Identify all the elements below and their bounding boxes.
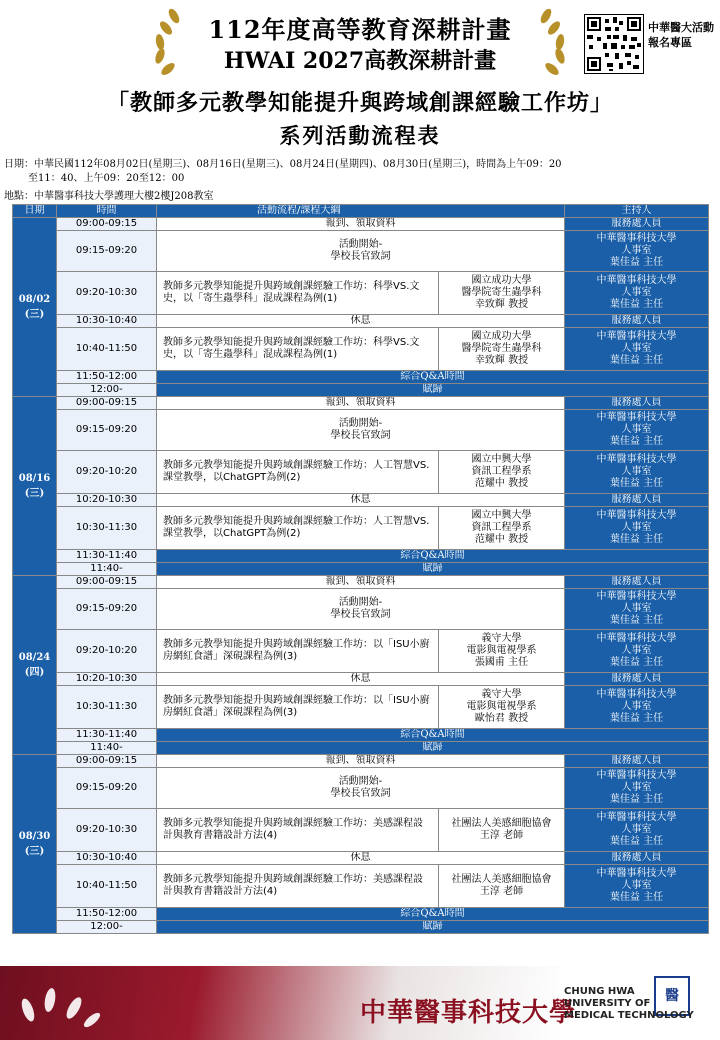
- time-cell: 09:15-09:20: [57, 410, 157, 451]
- activity-cell: 報到、領取資料: [157, 576, 565, 589]
- speaker-cell: 義守大學 電影與電視學系 張國甫 主任: [439, 630, 565, 673]
- time-cell: 10:30-10:40: [57, 852, 157, 865]
- schedule-table: [12, 204, 709, 934]
- speaker-cell: 國立成功大學 醫學院寄生蟲學科 幸致輝 教授: [439, 328, 565, 371]
- table-row: [13, 371, 709, 384]
- host-cell: 服務處人員: [565, 673, 709, 686]
- qr-label: 中華醫大活動報名專區: [648, 21, 714, 49]
- table-row: [13, 686, 709, 729]
- footer: [0, 966, 720, 1040]
- time-cell: 09:00-09:15: [57, 576, 157, 589]
- activity-cell: 教師多元教學知能提升與跨域創課經驗工作坊：以「ISU小廚房網紅食譜」深硯課程為例(3): [157, 686, 439, 729]
- full-width-cell: 賦歸: [157, 563, 709, 576]
- activity-cell: 教師多元教學知能提升與跨域創課經驗工作坊：科學VS.文史，以「寄生蟲學科」混成課程為例(1): [157, 328, 439, 371]
- day-weekday: (三): [24, 488, 45, 499]
- activity-cell: 報到、領取資料: [157, 397, 565, 410]
- qr-code-icon[interactable]: [584, 14, 644, 74]
- host-cell: 中華醫事科技大學 人事室 葉佳益 主任: [565, 630, 709, 673]
- table-row: [13, 908, 709, 921]
- activity-cell: 活動開始- 學校長官致詞: [157, 768, 565, 809]
- table-row: [13, 852, 709, 865]
- activity-cell: 教師多元教學知能提升與跨域創課經驗工作坊：科學VS.文史，以「寄生蟲學科」混成課程為例(1): [157, 272, 439, 315]
- table-row: [13, 576, 709, 589]
- table-row: [13, 755, 709, 768]
- day-date: 08/16: [18, 473, 51, 484]
- table-row: [13, 218, 709, 231]
- host-cell: 中華醫事科技大學 人事室 葉佳益 主任: [565, 231, 709, 272]
- day-date: 08/30: [18, 831, 51, 842]
- host-cell: 服務處人員: [565, 218, 709, 231]
- day-date: 08/02: [18, 294, 51, 305]
- date-line1: 日期：中華民國112年08月02日(星期三)、08月16日(星期三)、08月24日(星期四)、08月30日(星期三)，時間為上午09：20: [4, 159, 562, 170]
- university-cn-name: 中華醫事科技大學: [360, 998, 577, 1028]
- time-cell: 10:30-11:30: [57, 686, 157, 729]
- time-cell: 09:15-09:20: [57, 589, 157, 630]
- university-en-name: [564, 986, 716, 1022]
- host-cell: 中華醫事科技大學 人事室 葉佳益 主任: [565, 410, 709, 451]
- en-name-line1: CHUNG HWA: [564, 986, 635, 997]
- host-cell: 服務處人員: [565, 315, 709, 328]
- host-cell: 服務處人員: [565, 852, 709, 865]
- day-cell: [13, 755, 57, 934]
- table-row: [13, 397, 709, 410]
- table-row: [13, 550, 709, 563]
- host-cell: 中華醫事科技大學 人事室 葉佳益 主任: [565, 507, 709, 550]
- table-row: [13, 410, 709, 451]
- time-cell: 12:00-: [57, 384, 157, 397]
- university-seal-icon: 醫: [654, 976, 690, 1016]
- time-cell: 12:00-: [57, 921, 157, 934]
- activity-cell: 活動開始- 學校長官致詞: [157, 589, 565, 630]
- activity-cell: 休息: [157, 494, 565, 507]
- table-header-row: [13, 205, 709, 218]
- time-cell: 10:20-10:30: [57, 673, 157, 686]
- time-cell: 10:40-11:50: [57, 865, 157, 908]
- full-width-cell: 綜合Q&A時間: [157, 908, 709, 921]
- table-row: [13, 921, 709, 934]
- speaker-cell: 社團法人美感細胞協會 王淳 老師: [439, 865, 565, 908]
- en-name-line2: UNIVERSITY OF: [564, 998, 651, 1009]
- host-cell: 服務處人員: [565, 494, 709, 507]
- table-row: [13, 328, 709, 371]
- time-cell: 09:15-09:20: [57, 231, 157, 272]
- time-cell: 11:50-12:00: [57, 371, 157, 384]
- table-row: [13, 809, 709, 852]
- activity-cell: 教師多元教學知能提升與跨域創課經驗工作坊：美感課程設計與教育書籍設計方法(4): [157, 809, 439, 852]
- table-row: [13, 589, 709, 630]
- host-cell: 中華醫事科技大學 人事室 葉佳益 主任: [565, 686, 709, 729]
- title-line1: 112年度高等教育深耕計畫: [208, 15, 512, 44]
- activity-cell: 活動開始- 學校長官致詞: [157, 231, 565, 272]
- time-cell: 09:20-10:20: [57, 451, 157, 494]
- time-cell: 11:40-: [57, 563, 157, 576]
- activity-cell: 休息: [157, 852, 565, 865]
- table-row: [13, 451, 709, 494]
- day-weekday: (三): [24, 309, 45, 320]
- time-cell: 11:30-11:40: [57, 729, 157, 742]
- full-width-cell: 賦歸: [157, 742, 709, 755]
- time-cell: 10:40-11:50: [57, 328, 157, 371]
- table-row: [13, 729, 709, 742]
- table-row: [13, 742, 709, 755]
- time-cell: 09:20-10:30: [57, 272, 157, 315]
- date-line2: 至11：40、上午09：20至12：00: [28, 173, 185, 184]
- host-cell: 中華醫事科技大學 人事室 葉佳益 主任: [565, 589, 709, 630]
- activity-cell: 教師多元教學知能提升與跨域創課經驗工作坊：人工智慧VS.課堂教學，以ChatGPT為例(2): [157, 451, 439, 494]
- day-weekday: (三): [24, 846, 45, 857]
- table-row: [13, 315, 709, 328]
- full-width-cell: 綜合Q&A時間: [157, 550, 709, 563]
- workshop-title: 「教師多元教學知能提升與跨域創課經驗工作坊」: [106, 90, 613, 116]
- table-row: [13, 673, 709, 686]
- time-cell: 09:00-09:15: [57, 218, 157, 231]
- host-cell: 中華醫事科技大學 人事室 葉佳益 主任: [565, 328, 709, 371]
- time-cell: 09:20-10:20: [57, 630, 157, 673]
- speaker-cell: 國立中興大學 資訊工程學系 范耀中 教授: [439, 451, 565, 494]
- time-cell: 11:30-11:40: [57, 550, 157, 563]
- activity-cell: 教師多元教學知能提升與跨域創課經驗工作坊：人工智慧VS.課堂教學，以ChatGPT為例(2): [157, 507, 439, 550]
- table-row: [13, 563, 709, 576]
- time-cell: 09:20-10:30: [57, 809, 157, 852]
- speaker-cell: 義守大學 電影與電視學系 歐怡君 教授: [439, 686, 565, 729]
- host-cell: 中華醫事科技大學 人事室 葉佳益 主任: [565, 451, 709, 494]
- host-cell: 中華醫事科技大學 人事室 葉佳益 主任: [565, 272, 709, 315]
- time-cell: 11:40-: [57, 742, 157, 755]
- table-row: [13, 768, 709, 809]
- host-cell: 中華醫事科技大學 人事室 葉佳益 主任: [565, 809, 709, 852]
- time-cell: 09:15-09:20: [57, 768, 157, 809]
- header-host: 主持人: [565, 205, 709, 218]
- activity-cell: 教師多元教學知能提升與跨域創課經驗工作坊：以「ISU小廚房網紅食譜」深硯課程為例(3): [157, 630, 439, 673]
- time-cell: 10:20-10:30: [57, 494, 157, 507]
- table-row: [13, 272, 709, 315]
- header: [0, 0, 720, 160]
- time-cell: 10:30-11:30: [57, 507, 157, 550]
- leaf-decoration-icon: [14, 980, 104, 1036]
- header-time: 時間: [57, 205, 157, 218]
- table-row: [13, 865, 709, 908]
- header-activity: 活動流程/課程大綱: [157, 205, 565, 218]
- full-width-cell: 綜合Q&A時間: [157, 729, 709, 742]
- activity-cell: 報到、領取資料: [157, 218, 565, 231]
- day-cell: [13, 397, 57, 576]
- host-cell: 中華醫事科技大學 人事室 葉佳益 主任: [565, 768, 709, 809]
- time-cell: 09:00-09:15: [57, 755, 157, 768]
- table-row: [13, 384, 709, 397]
- activity-cell: 休息: [157, 673, 565, 686]
- day-cell: [13, 576, 57, 755]
- activity-cell: 活動開始- 學校長官致詞: [157, 410, 565, 451]
- en-name-line3: MEDICAL TECHNOLOGY: [564, 1010, 694, 1021]
- schedule-body: [13, 218, 709, 934]
- activity-cell: 休息: [157, 315, 565, 328]
- title-line2: HWAI 2027高教深耕計畫: [223, 48, 497, 74]
- table-row: [13, 507, 709, 550]
- time-cell: 10:30-10:40: [57, 315, 157, 328]
- time-cell: 09:00-09:15: [57, 397, 157, 410]
- speaker-cell: 社團法人美感細胞協會 王淳 老師: [439, 809, 565, 852]
- full-width-cell: 賦歸: [157, 384, 709, 397]
- place-line: 地點：中華醫事科技大學護理大樓2樓J208教室: [4, 191, 214, 202]
- full-width-cell: 綜合Q&A時間: [157, 371, 709, 384]
- host-cell: 服務處人員: [565, 755, 709, 768]
- activity-cell: 教師多元教學知能提升與跨域創課經驗工作坊：美感課程設計與教育書籍設計方法(4): [157, 865, 439, 908]
- day-date: 08/24: [18, 652, 51, 663]
- speaker-cell: 國立中興大學 資訊工程學系 范耀中 教授: [439, 507, 565, 550]
- table-row: [13, 494, 709, 507]
- speaker-cell: 國立成功大學 醫學院寄生蟲學科 幸致輝 教授: [439, 272, 565, 315]
- table-row: [13, 231, 709, 272]
- host-cell: 中華醫事科技大學 人事室 葉佳益 主任: [565, 865, 709, 908]
- subtitle: 系列活動流程表: [279, 123, 441, 148]
- day-weekday: (四): [24, 667, 45, 678]
- full-width-cell: 賦歸: [157, 921, 709, 934]
- activity-cell: 報到、領取資料: [157, 755, 565, 768]
- host-cell: 服務處人員: [565, 576, 709, 589]
- time-cell: 11:50-12:00: [57, 908, 157, 921]
- host-cell: 服務處人員: [565, 397, 709, 410]
- header-date: 日期: [13, 205, 57, 218]
- table-row: [13, 630, 709, 673]
- day-cell: [13, 218, 57, 397]
